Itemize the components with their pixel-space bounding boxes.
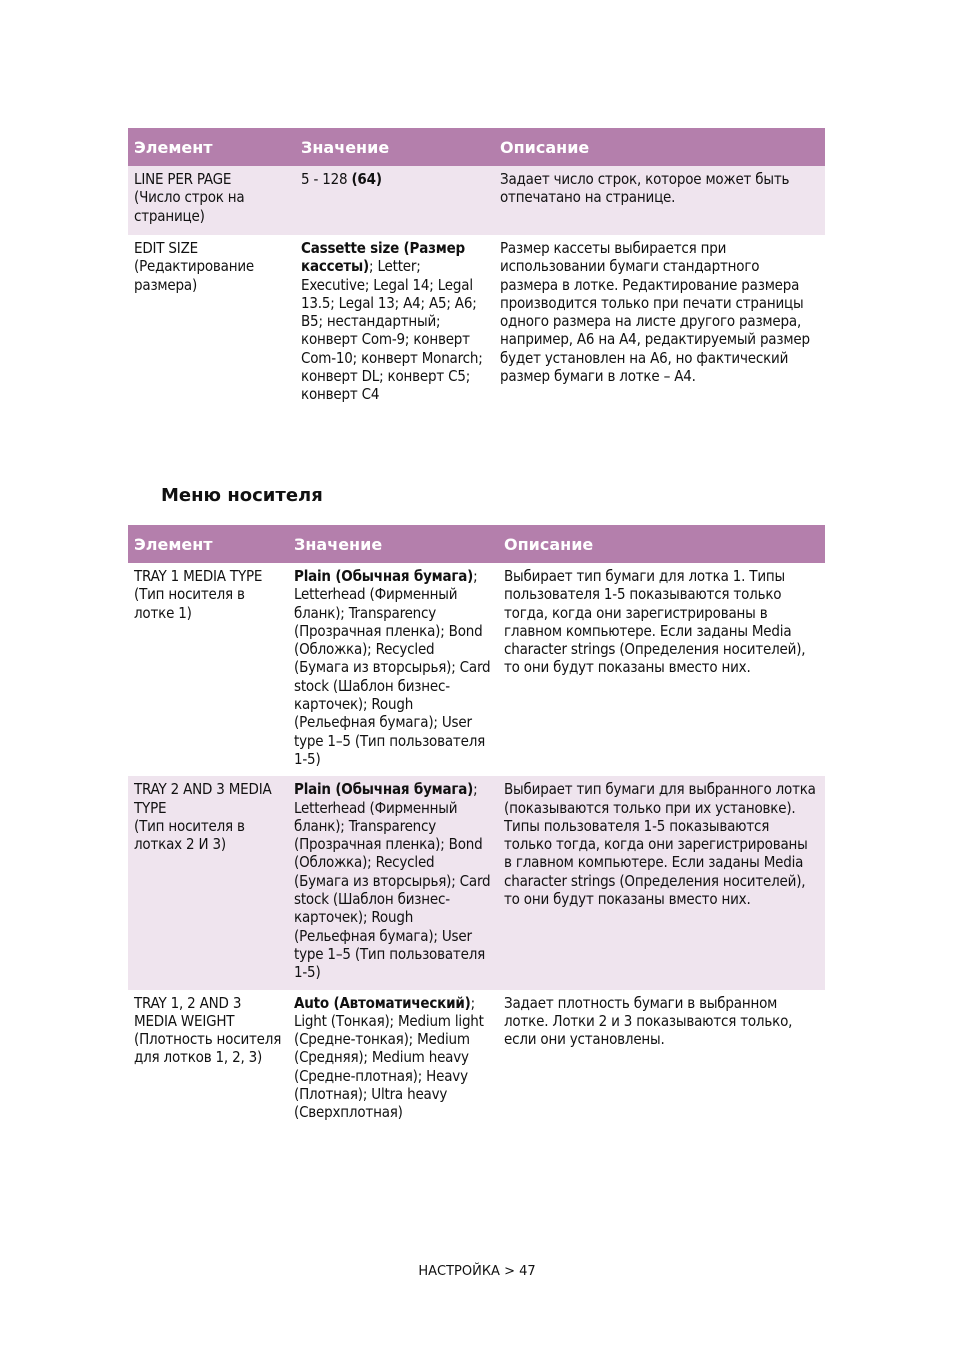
value-text: 5 - 128 — [301, 170, 352, 188]
value-cell — [295, 235, 494, 412]
table-row — [128, 235, 825, 412]
element-desc: (Число строк на странице) — [134, 188, 245, 225]
description-cell: Задает число строк, которое может быть отпечатано на странице. — [494, 166, 825, 235]
table-header-row — [128, 128, 825, 166]
element-cell — [128, 563, 288, 776]
element-name: EDIT SIZE — [134, 239, 198, 257]
element-desc: (Редактирование размера) — [134, 257, 255, 294]
header-description: Описание — [498, 525, 825, 563]
element-name: TRAY 1, 2 AND 3 MEDIA WEIGHT — [134, 993, 242, 1030]
value-text: ; Light (Тонкая); Medium light (Средне-тонкая); Medium (Средняя); Medium heavy (Средне-плотная); Heavy (Плотная); Ultra heavy (Сверхплотная) — [294, 993, 484, 1122]
element-name: LINE PER PAGE — [134, 170, 232, 188]
table-header-row — [128, 525, 825, 563]
table-row — [128, 166, 825, 235]
table-row — [128, 776, 825, 989]
value-text: ; Letter; Executive; Legal 14; Legal 13.5; Legal 13; A4; A5; A6; B5; нестандартный; конверт Com-9; конверт Com-10; конверт Monarch; конверт DL; конверт C5; конверт C4 — [301, 257, 483, 404]
settings-table — [128, 128, 825, 412]
default-value: Cassette size (Размер кассеты) — [301, 239, 465, 276]
element-cell — [128, 235, 295, 412]
page-footer: НАСТРОЙКА > 47 — [418, 1264, 536, 1279]
value-cell — [288, 776, 498, 989]
element-name: TRAY 2 AND 3 MEDIA TYPE — [134, 780, 272, 817]
description-cell: Задает плотность бумаги в выбранном лотке. Лотки 2 и 3 показываются только, если они установлены. — [504, 993, 793, 1049]
element-cell — [128, 166, 295, 235]
value-text: ; Letterhead (Фирменный бланк); Transparency (Прозрачная пленка); Bond (Обложка); Recycled (Бумага из вторсырья); Card stock (Шаблон бизнес-карточек); Rough (Рельефная бумага); User type 1–5 (Тип пользователя 1-5) — [294, 567, 491, 768]
value-text: ; Letterhead (Фирменный бланк); Transparency (Прозрачная пленка); Bond (Обложка); Recycled (Бумага из вторсырья); Card stock (Шаблон бизнес-карточек); Rough (Рельефная бумага); User type 1–5 (Тип пользователя 1-5) — [294, 780, 491, 982]
header-element: Элемент — [128, 525, 288, 563]
element-desc: (Тип носителя в лотке 1) — [134, 585, 245, 622]
value-cell — [288, 990, 498, 1130]
value-cell — [295, 166, 494, 235]
table-row — [128, 563, 825, 776]
element-desc: (Плотность носителя для лотков 1, 2, 3) — [134, 1030, 282, 1067]
section-heading: Меню носителя — [161, 485, 323, 506]
default-value: (64) — [351, 170, 382, 188]
media-menu-table — [128, 525, 825, 1130]
default-value: Plain (Обычная бумага) — [294, 567, 474, 585]
default-value: Auto (Автоматический) — [294, 993, 471, 1012]
description-cell: Размер кассеты выбирается при использовании бумаги стандартного размера в лотке. Редактирование размера производится только при печати страницы одного размера на листе другого размера, например, A6 на A4, редактируемый размер будет установлен на A6, но фактический размер бумаги в лотке – A4. — [500, 239, 810, 386]
element-desc: (Тип носителя в лотках 2 И 3) — [134, 816, 245, 854]
element-cell — [128, 990, 288, 1130]
value-cell — [288, 563, 498, 776]
header-element: Элемент — [128, 128, 295, 166]
default-value: Plain (Обычная бумага) — [294, 780, 474, 799]
element-cell — [128, 776, 288, 989]
header-value: Значение — [288, 525, 498, 563]
header-value: Значение — [295, 128, 494, 166]
description-cell: Выбирает тип бумаги для лотка 1. Типы пользователя 1-5 показываются только тогда, когда они зарегистрированы в главном компьютере. Если заданы Media character strings (Определения носителей), то они будут показаны вместо них. — [504, 567, 806, 677]
description-cell: Выбирает тип бумаги для выбранного лотка (показываются только при их установке). Типы пользователя 1-5 показываются только тогда, когда они зарегистрированы в главном компьютере. Если заданы Media character strings (Определения носителей), то они будут показаны вместо них. — [498, 776, 825, 989]
element-name: TRAY 1 MEDIA TYPE — [134, 567, 263, 585]
header-description: Описание — [494, 128, 825, 166]
table-row — [128, 990, 825, 1130]
